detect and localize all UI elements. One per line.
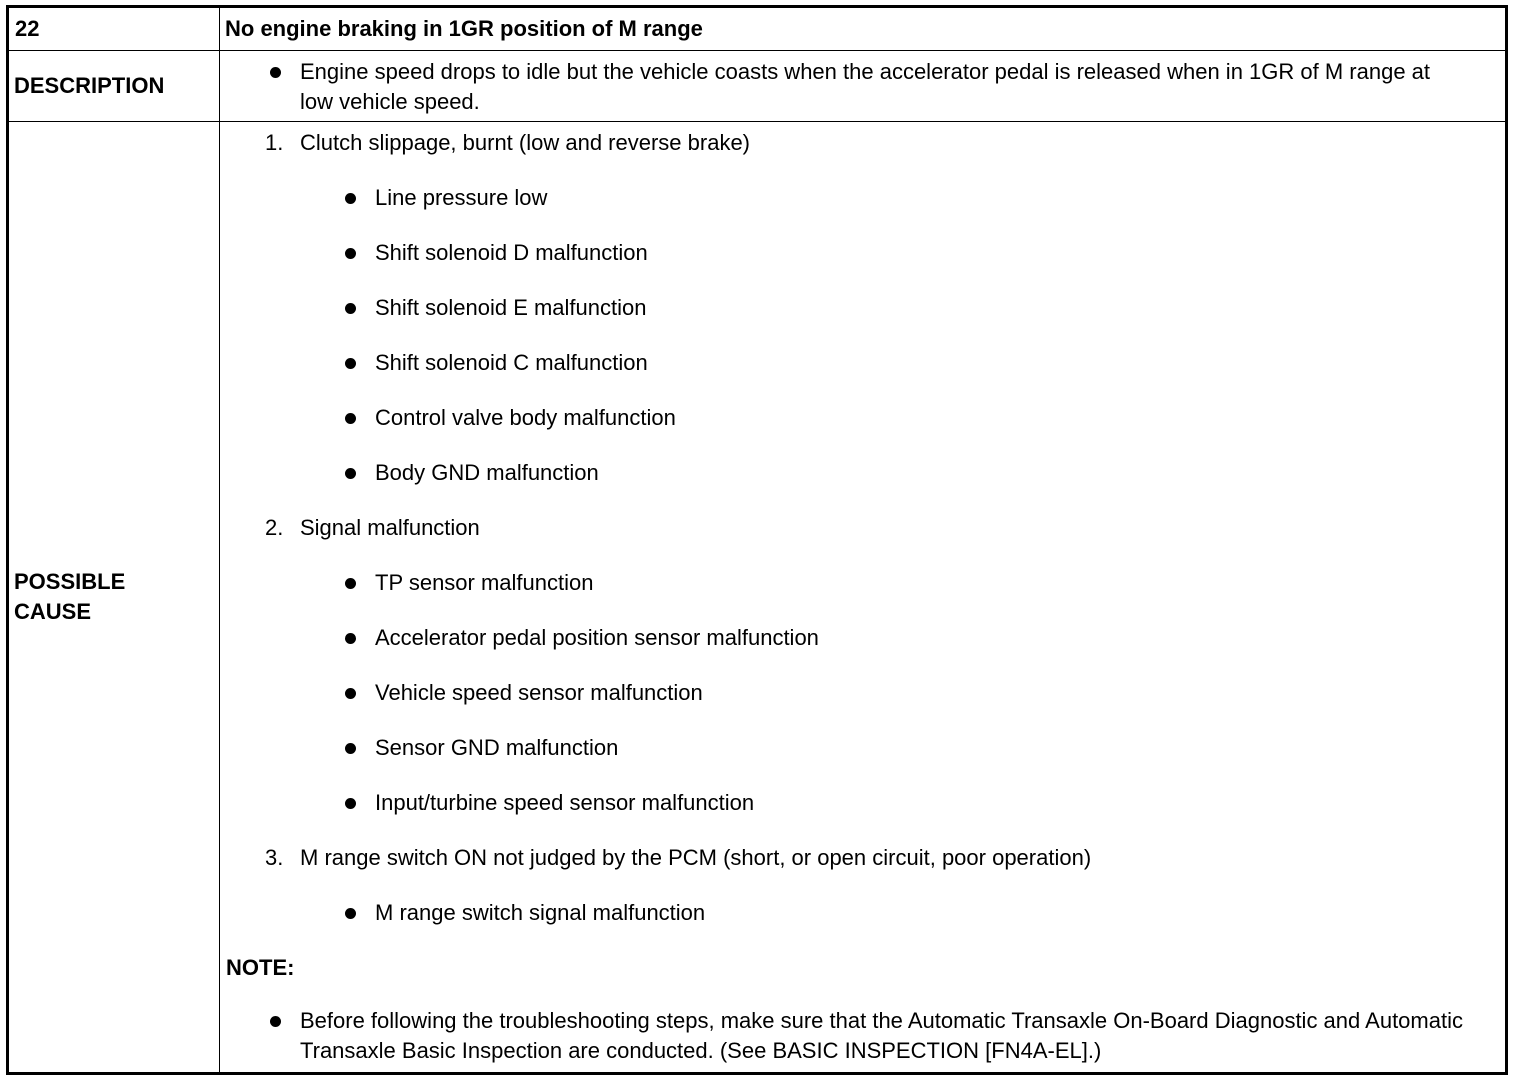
troubleshooting-table xyxy=(6,5,1508,1075)
list-item xyxy=(220,452,1505,507)
description-row xyxy=(8,51,1507,122)
possible-cause-label-line1: POSSIBLE xyxy=(14,569,126,594)
list-item xyxy=(220,562,1505,617)
cause-item-text: Shift solenoid C malfunction xyxy=(375,350,648,375)
bullet-icon xyxy=(345,468,356,479)
cause-group-number: 3. xyxy=(265,845,284,870)
list-item xyxy=(220,177,1505,232)
description-cell xyxy=(220,51,1507,122)
list-item xyxy=(220,287,1505,342)
cause-group-title: Clutch slippage, burnt (low and reverse brake) xyxy=(300,130,751,155)
list-item xyxy=(220,617,1505,672)
bullet-icon xyxy=(345,248,356,259)
possible-cause-label xyxy=(8,122,220,1074)
cause-group-1 xyxy=(220,122,1505,177)
note-item xyxy=(220,1002,1505,1066)
symptom-number: 22 xyxy=(8,7,220,51)
bullet-icon xyxy=(345,743,356,754)
possible-cause-cell xyxy=(220,122,1507,1074)
description-label: DESCRIPTION xyxy=(8,51,220,122)
cause-item-text: Vehicle speed sensor malfunction xyxy=(375,680,703,705)
symptom-title: No engine braking in 1GR position of M range xyxy=(220,7,1507,51)
possible-cause-label-line2: CAUSE xyxy=(14,599,92,624)
bullet-icon xyxy=(345,413,356,424)
bullet-icon xyxy=(345,193,356,204)
possible-cause-row xyxy=(8,122,1507,1074)
description-item xyxy=(220,51,1505,117)
list-item xyxy=(220,782,1505,837)
description-text: Engine speed drops to idle but the vehicle coasts when the accelerator pedal is released when in 1GR of M range at low vehicle speed. xyxy=(300,59,1431,114)
bullet-icon xyxy=(345,633,356,644)
list-item xyxy=(220,672,1505,727)
bullet-icon xyxy=(345,908,356,919)
cause-item-text: Accelerator pedal position sensor malfunction xyxy=(375,625,819,650)
bullet-icon xyxy=(345,688,356,699)
cause-group-2 xyxy=(220,507,1505,562)
cause-item-text: Shift solenoid D malfunction xyxy=(375,240,648,265)
cause-group-number: 1. xyxy=(265,130,284,155)
cause-group-number: 2. xyxy=(265,515,284,540)
bullet-icon xyxy=(270,67,281,78)
cause-item-text: Control valve body malfunction xyxy=(375,405,676,430)
cause-item-text: Line pressure low xyxy=(375,185,548,210)
header-row xyxy=(8,7,1507,51)
cause-item-text: M range switch signal malfunction xyxy=(375,900,706,925)
cause-item-text: Body GND malfunction xyxy=(375,460,599,485)
note-text: Before following the troubleshooting steps, make sure that the Automatic Transaxle On-Board Diagnostic and Automatic Transaxle Basic Inspection are conducted. (See BASIC INSPECTION [FN4A-EL].) xyxy=(300,1008,1463,1063)
cause-item-text: Input/turbine speed sensor malfunction xyxy=(375,790,755,815)
cause-list xyxy=(220,122,1505,1066)
list-item xyxy=(220,727,1505,782)
cause-item-text: TP sensor malfunction xyxy=(375,570,594,595)
cause-group-title: Signal malfunction xyxy=(300,515,480,540)
cause-item-text: Sensor GND malfunction xyxy=(375,735,619,760)
list-item xyxy=(220,397,1505,452)
cause-group-3 xyxy=(220,837,1505,892)
bullet-icon xyxy=(345,578,356,589)
bullet-icon xyxy=(345,798,356,809)
list-item xyxy=(220,342,1505,397)
cause-group-title: M range switch ON not judged by the PCM (short, or open circuit, poor operation) xyxy=(300,845,1092,870)
bullet-icon xyxy=(345,303,356,314)
cause-item-text: Shift solenoid E malfunction xyxy=(375,295,647,320)
note-label: NOTE: xyxy=(226,955,295,980)
list-item xyxy=(220,232,1505,287)
bullet-icon xyxy=(345,358,356,369)
bullet-icon xyxy=(270,1016,281,1027)
list-item xyxy=(220,892,1505,947)
